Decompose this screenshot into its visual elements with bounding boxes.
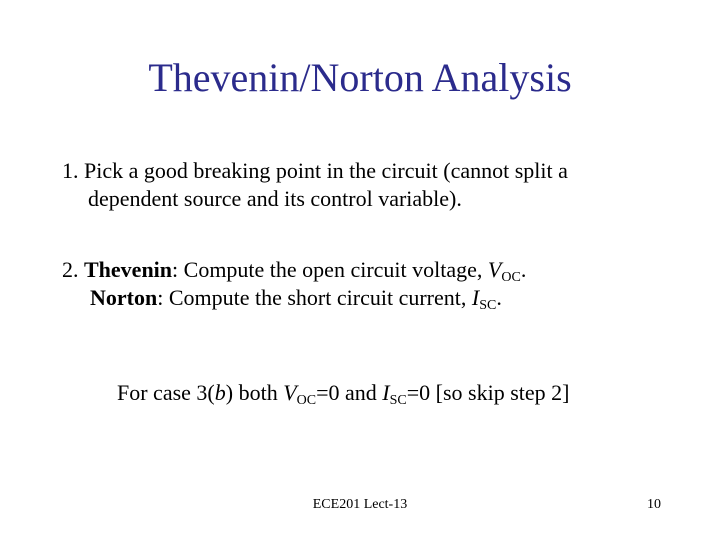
isc-subscript: SC bbox=[479, 298, 497, 313]
note-mid: ) both bbox=[225, 380, 284, 405]
norton-label: Norton bbox=[90, 285, 158, 310]
step-2-number: 2. bbox=[62, 257, 84, 282]
step-2-line-2 bbox=[62, 284, 526, 312]
thevenin-label: Thevenin bbox=[84, 257, 173, 282]
note-v-subscript: OC bbox=[296, 393, 317, 408]
case-note bbox=[117, 379, 569, 407]
step-2 bbox=[62, 256, 526, 312]
step-2-line-1 bbox=[62, 257, 527, 285]
note-v-variable: V bbox=[283, 380, 297, 405]
note-case-letter: b bbox=[214, 380, 226, 405]
thevenin-text: : Compute the open circuit voltage, bbox=[172, 257, 488, 282]
step-1-line-1: 1. Pick a good breaking point in the circuit (cannot split a bbox=[62, 158, 568, 183]
slide-title: Thevenin/Norton Analysis bbox=[148, 55, 572, 100]
voc-subscript: OC bbox=[501, 270, 521, 285]
norton-text: : Compute the short circuit current, bbox=[157, 285, 472, 310]
voc-variable: V bbox=[487, 257, 502, 282]
page-number: 10 bbox=[647, 497, 661, 512]
isc-variable: I bbox=[471, 285, 480, 310]
note-i-variable: I bbox=[382, 380, 390, 405]
note-i-subscript: SC bbox=[389, 393, 407, 408]
note-eq1: =0 and bbox=[316, 380, 383, 405]
note-eq2: =0 [so skip step 2] bbox=[406, 380, 570, 405]
thevenin-end: . bbox=[520, 257, 527, 282]
step-1 bbox=[62, 157, 568, 213]
step-1-line-2: dependent source and its control variable). bbox=[88, 186, 462, 211]
note-pre: For case 3( bbox=[117, 380, 215, 405]
norton-end: . bbox=[496, 285, 502, 310]
slide-footer: ECE201 Lect-13 bbox=[312, 497, 408, 512]
